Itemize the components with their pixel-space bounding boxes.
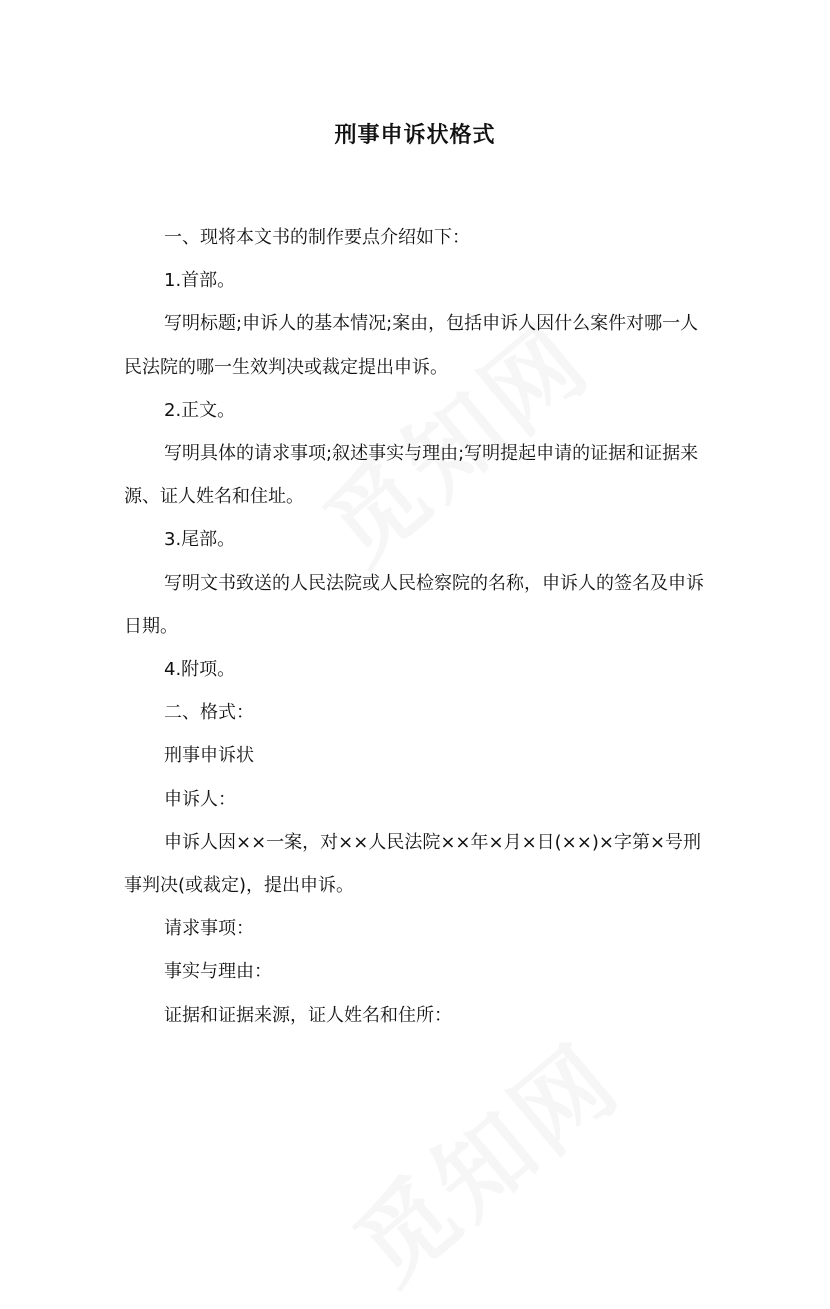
- item-heading: 4.附项。: [164, 659, 236, 681]
- paragraph: 申诉人因××一案，对××人民法院××年×月×日(××)×字第×号刑事判决(或裁定)，提出申诉。: [124, 831, 702, 897]
- item-heading: 2.正文。: [164, 399, 236, 421]
- paragraph: 写明标题;申诉人的基本情况;案由，包括申诉人因什么案件对哪一人民法院的哪一生效判决或裁定提出申诉。: [124, 313, 699, 378]
- form-field-label: 证据和证据来源，证人姓名和住所：: [164, 1004, 452, 1026]
- form-field-label: 申诉人：: [164, 788, 236, 810]
- form-field-label: 请求事项：: [164, 918, 254, 940]
- section-heading: 一、现将本文书的制作要点介绍如下：: [164, 227, 470, 248]
- paragraph: 写明文书致送的人民法院或人民检察院的名称，申诉人的签名及申诉日期。: [124, 572, 704, 637]
- item-heading: 3.尾部。: [164, 529, 236, 551]
- form-field-label: 事实与理由：: [164, 961, 272, 983]
- form-title: 刑事申诉状: [164, 745, 254, 767]
- section-heading: 二、格式：: [164, 702, 254, 724]
- document-title: 刑事申诉状格式: [334, 123, 496, 148]
- document-body: [124, 216, 710, 1037]
- watermark: [322, 1008, 644, 1309]
- item-heading: 1.首部。: [164, 270, 236, 292]
- paragraph: 写明具体的请求事项;叙述事实与理由;写明提起申请的证据和证据来源、证人姓名和住址。: [124, 443, 699, 508]
